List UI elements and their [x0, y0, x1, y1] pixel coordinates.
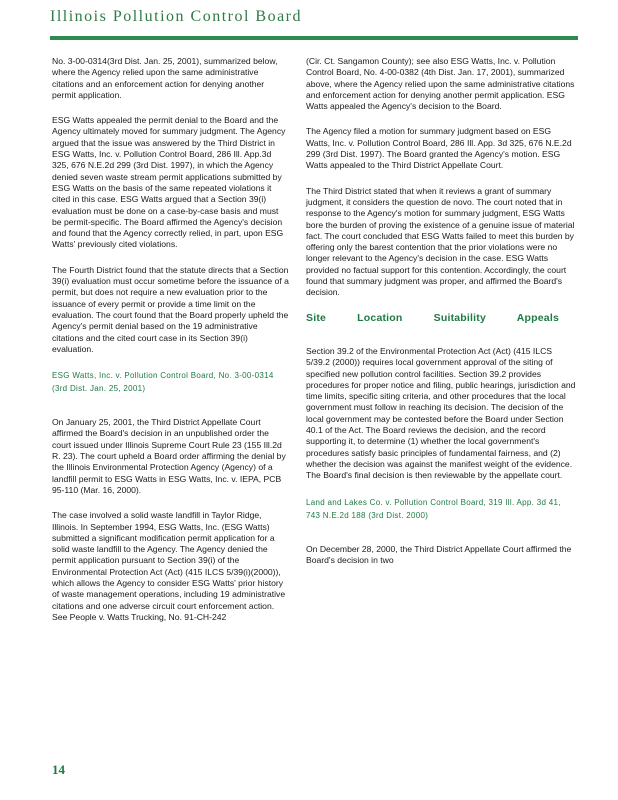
- header-title: Illinois Pollution Control Board: [50, 8, 303, 25]
- paragraph: Section 39.2 of the Environmental Protection Act (Act) (415 ILCS 5/39.2 (2000)) requires local government approval of the siting of specified new pollution control facilities. Section 39.2 provides procedures for proper notice and filing, public hearings, jurisdiction and time limits, specific siting criteria, and other procedures that the local government must follow in reaching its decision. The decision of the local government may be contested before the Board under Section 40.1 of the Act. The Board reviews the decision, and the record supporting it, to determine (1) whether the local government's procedures satisfy basic principles of fundamental fairness, and (2) whether the decision was against the manifest weight of the evidence. The Board's final decision is then reviewable by the appellate court.: [306, 345, 576, 481]
- paragraph: On December 28, 2000, the Third District Appellate Court affirmed the Board's decision in two: [306, 543, 572, 565]
- paragraph: No. 3-00-0314(3rd Dist. Jan. 25, 2001), summarized below, where the Agency relied upon the same administrative citations and an enforcement action for denying another permit application.: [52, 56, 278, 100]
- case-title: Land and Lakes Co. v. Pollution Control Board, 319 Ill. App. 3d 41, 743 N.E.2d 188 (3rd Dist. 2000): [306, 497, 561, 520]
- header-rule: [50, 36, 578, 40]
- right-column: [306, 56, 576, 566]
- paragraph: The Fourth District found that the statute directs that a Section 39(i) evaluation must occur sometime before the issuance of a permit, but does not require a new evaluation prior to the issuance of every permit or provide a time limit on the evaluation. The court found that the Board properly upheld the Agency's permit denial based on the 19 administrative citations and the cited court case in its Section 39(i) evaluation.: [52, 264, 289, 354]
- paragraph: The case involved a solid waste landfill in Taylor Ridge, Illinois. In September 1994, ESG Watts, Inc. (ESG Watts) submitted a significant modification permit application for a solid waste landfill to the Agency. The Agency denied the permit application pursuant to Section 39(i) of the Environmental Protection Act (Act) (415 ILCS 5/39(i)(2000)), which allows the Agency to consider ESG Watts' prior history of waste management operations, including 19 administrative citations and one adverse circuit court enforcement action. See People v. Watts Trucking, No. 91-CH-242: [52, 510, 286, 622]
- section-heading: Site Location Suitability Appeals: [306, 311, 559, 324]
- paragraph: (Cir. Ct. Sangamon County); see also ESG Watts, Inc. v. Pollution Control Board, No. 4-00-0382 (4th Dist. Jan. 17, 2001), summarized above, where the Agency relied upon the same administrative citations and enforcement action for denying another permit application. ESG Watts appealed the Agency's decision to the Board.: [306, 56, 575, 112]
- case-title: ESG Watts, Inc. v. Pollution Control Board, No. 3-00-0314 (3rd Dist. Jan. 25, 2001): [52, 371, 274, 394]
- paragraph: The Agency filed a motion for summary judgment based on ESG Watts, Inc. v. Pollution Control Board, 286 Ill. App. 3d 325, 676 N.E.2d 299 (3rd Dist. 1997). The Board granted the Agency's motion. ESG Watts appealed to the Third District Appellate Court.: [306, 126, 572, 171]
- paragraph: ESG Watts appealed the permit denial to the Board and the Agency ultimately moved for summary judgment. The Agency argued that the issue was answered by the Third District in ESG Watts, Inc. v. Pollution Control Board, 286 Ill. App.3d 325, 676 N.E.2d 299 (3rd Dist. 1997), in which the Agency denied seven waste stream permit applications submitted by ESG Watts on the basis of the same repeated violations it cited in this case. ESG Watts argued that a Section 39(i) evaluation must be done on a case-by-case basis and must be permit-specific. The Board affirmed the Agency's decision and found that the Agency correctly relied, in part, upon ESG Watts' previously cited violations.: [52, 115, 286, 250]
- page-number: 14: [52, 762, 65, 777]
- paragraph: On January 25, 2001, the Third District Appellate Court affirmed the Board's decision in an unpublished order the court issued under Illinois Supreme Court Rule 23 (155 Ill.2d R. 23). The court upheld a Board order affirming the denial by the Illinois Environmental Protection Agency (Agency) of a landfill permit to ESG Watts in ESG Watts, Inc. v. IEPA, PCB 95-110 (Mar. 16, 2000).: [52, 417, 286, 495]
- paragraph: The Third District stated that when it reviews a grant of summary judgment, it considers the question de novo. The court noted that in response to the Agency's motion for summary judgment, ESG Watts bore the burden of proving the existence of a genuine issue of material fact. The court concluded that ESG Watts failed to meet this burden by offering only the barest contention that the prior violations were no longer relevant to the Agency's decision in the case. ESG Watts provided no factual support for this contention. Accordingly, the court found that summary judgment was proper, and affirmed the Board's decision.: [306, 185, 575, 298]
- left-column: [52, 56, 290, 623]
